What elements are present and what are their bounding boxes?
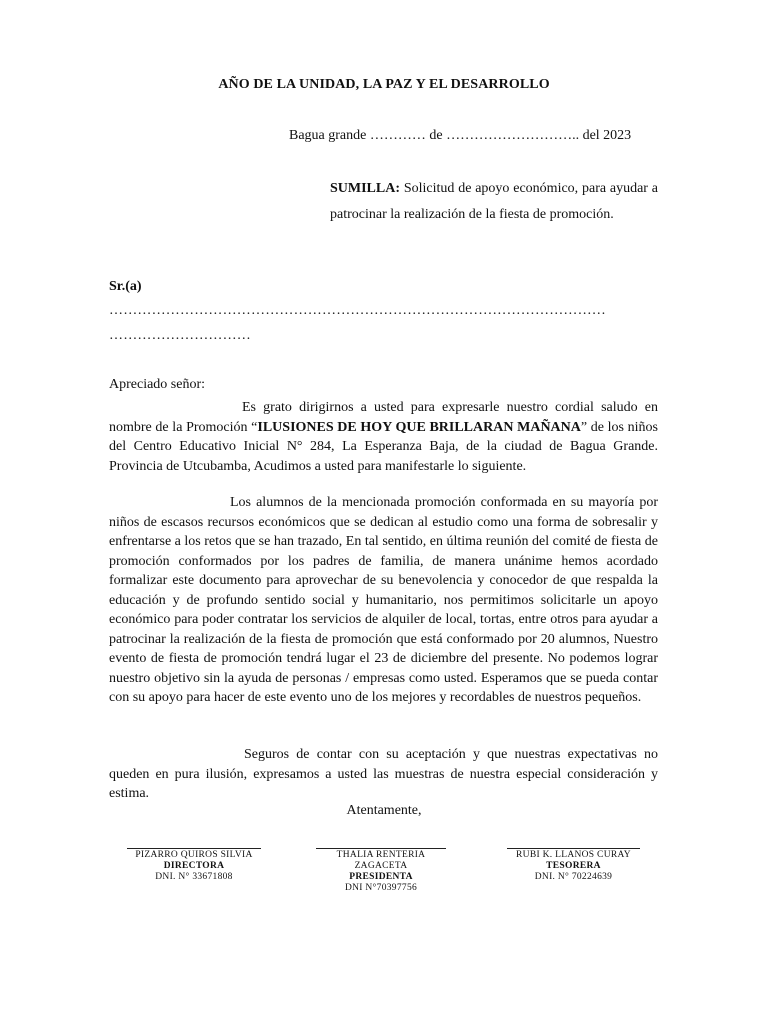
- signature-dni: DNI. N° 33671808: [155, 872, 233, 882]
- paragraph-2-text: Los alumnos de la mencionada promoción conformada en su mayoría por niños de escasos recursos económicos que se dedican al estudio como una forma de sobresalir y enfrentarse a los retos que se han trazado, En tal sentido, en última reunión del comité de fiesta de promoción conformados por los padres de familia, de manera unánime hemos acordado formalizar este documento para aprovechar de su benevolencia y conocedor de que respalda la educación y de profundo sentido social y humanitario, nos permitimos solicitarle un apoyo económico para poder contratar los servicios de alquiler de local, tortas, entre otros para ayudar a patrocinar la realización de la fiesta de promoción que está conformado por 20 alumnos, Nuestro evento de fiesta de promoción tendrá lugar el 23 de diciembre del presente. No podemos lograr nuestro objetivo sin la ayuda de personas / empresas como usted. Esperamos que se pueda contar con su apoyo para hacer de este evento uno de los mejores y recordables de nuestros pequeños.: [109, 495, 658, 705]
- closing-line: [0, 803, 768, 819]
- signature-block-presidenta: [316, 848, 446, 894]
- closing-text: Atentamente,: [346, 803, 422, 818]
- paragraph-1: [109, 398, 658, 476]
- addressee-dots-line-2: …………………………: [109, 328, 251, 343]
- signature-dni: DNI. N° 70224639: [534, 872, 613, 882]
- signature-name: PIZARRO QUIROS SILVIA: [135, 850, 253, 860]
- signature-dni: DNI N°70397756: [344, 883, 418, 893]
- greeting: Apreciado señor:: [109, 377, 206, 392]
- signature-role: PRESIDENTA: [349, 872, 413, 882]
- signature-name-line-2: ZAGACETA: [354, 861, 408, 871]
- document-year-title: AÑO DE LA UNIDAD, LA PAZ Y EL DESARROLLO: [218, 77, 550, 92]
- signature-block-tesorera: [507, 848, 640, 883]
- paragraph-3: [109, 745, 658, 804]
- paragraph-1-text-before: Es grato dirigirnos a usted para expresarle nuestro cordial saludo en nombre de la Promoción “: [109, 400, 658, 435]
- signature-name: RUBI K. LLANOS CURAY: [516, 850, 631, 860]
- signature-role: TESORERA: [546, 861, 601, 871]
- addressee-salutation: Sr.(a): [109, 279, 142, 294]
- sumilla-text: Solicitud de apoyo económico, para ayudar a patrocinar la realización de la fiesta de promoción.: [330, 181, 658, 222]
- signature-block-directora: [127, 848, 261, 883]
- signature-name-line-1: THALIA RENTERIA: [336, 850, 426, 860]
- addressee-dots-line-1: ……………………………………………………………………………………………: [109, 303, 606, 318]
- signature-line: [316, 848, 446, 849]
- signature-line: [127, 848, 261, 849]
- paragraph-2: [109, 493, 658, 708]
- signature-role: DIRECTORA: [163, 861, 225, 871]
- signature-line: [507, 848, 640, 849]
- paragraph-3-text: Seguros de contar con su aceptación y que nuestras expectativas no queden en pura ilusión, expresamos a usted las muestras de nuestra especial consideración y estima.: [109, 747, 658, 801]
- sumilla-label: SUMILLA:: [330, 181, 401, 196]
- sumilla-block: [330, 176, 658, 227]
- paragraph-1-text-after: ” de los niños del Centro Educativo Inicial N° 284, La Esperanza Baja, de la ciudad de Bagua Grande. Provincia de Utcubamba, Acudimos a usted para manifestarle lo siguiente.: [109, 419, 658, 474]
- date-line: Bagua grande ………… de ……………………….. del 2023: [289, 128, 632, 143]
- promotion-name: ILUSIONES DE HOY QUE BRILLARAN MAÑANA: [257, 419, 581, 435]
